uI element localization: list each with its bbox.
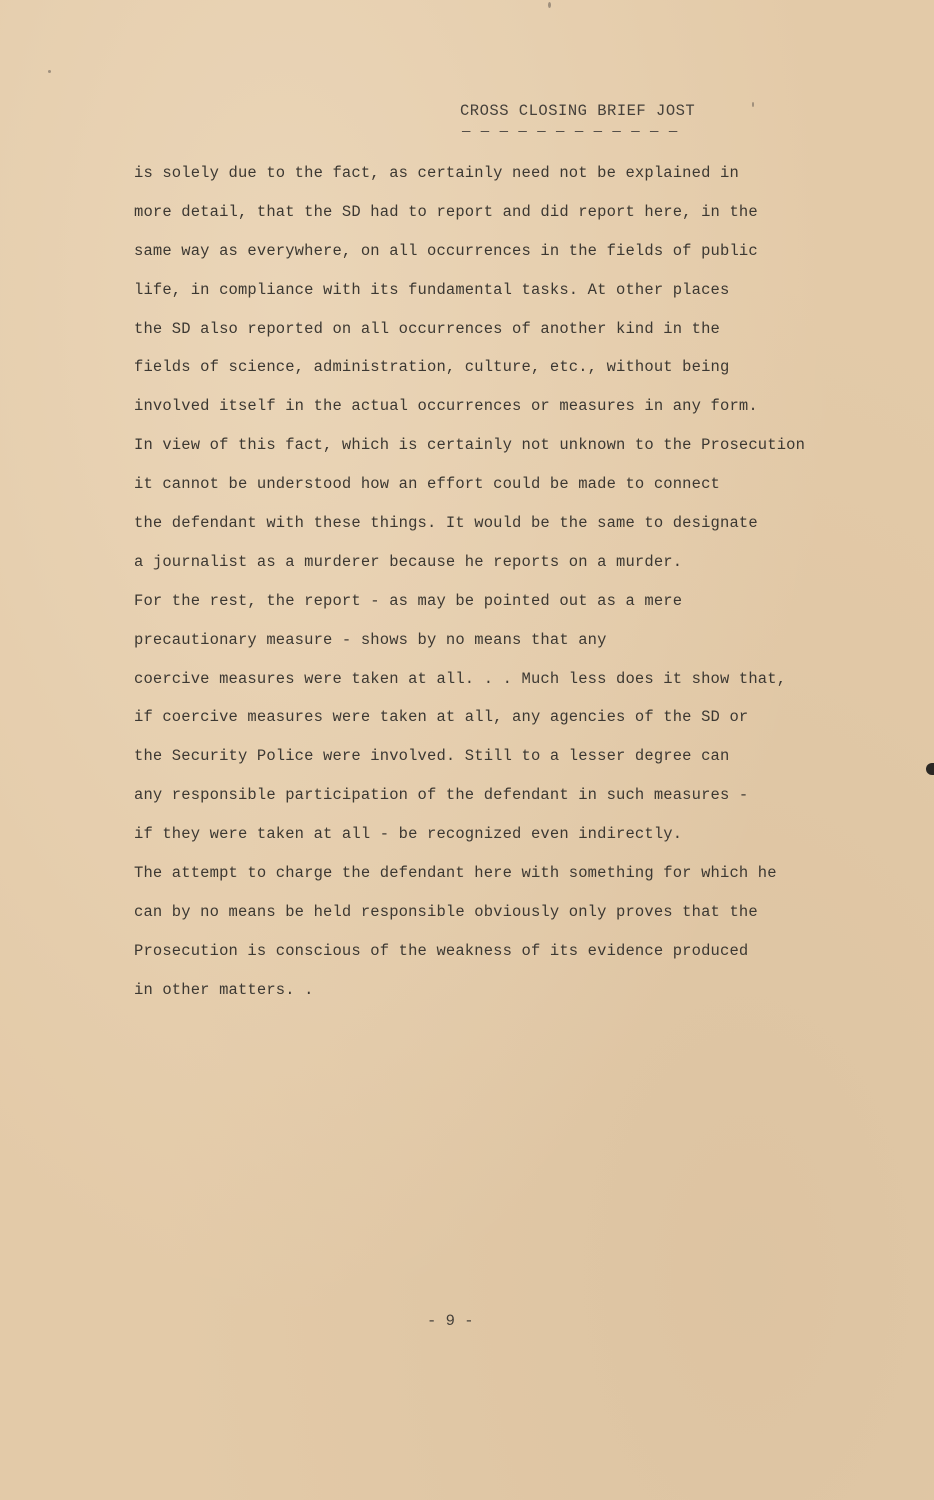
- text-line: the defendant with these things. It would be the same to designate: [134, 514, 758, 533]
- edge-binding-mark: [926, 763, 934, 775]
- body-text: [134, 160, 834, 1016]
- text-line: more detail, that the SD had to report and did report here, in the: [134, 202, 758, 221]
- text-line: the Security Police were involved. Still to a lesser degree can: [134, 747, 730, 766]
- text-line: In view of this fact, which is certainly not unknown to the Prosecution: [134, 436, 806, 455]
- paper-speck: [48, 70, 51, 73]
- text-line: in other matters. .: [134, 980, 314, 999]
- paper-speck: [752, 102, 754, 107]
- text-line: fields of science, administration, culture, etc., without being: [134, 358, 730, 377]
- text-line: life, in compliance with its fundamental tasks. At other places: [134, 280, 730, 299]
- paper-speck: [548, 2, 551, 8]
- text-line: the SD also reported on all occurrences of another kind in the: [134, 319, 720, 338]
- text-line: same way as everywhere, on all occurrences in the fields of public: [134, 241, 758, 260]
- text-line: is solely due to the fact, as certainly need not be explained in: [134, 164, 739, 182]
- text-line: if they were taken at all - be recognized even indirectly.: [134, 825, 683, 844]
- header-underline: — — — — — — — — — — — —: [462, 124, 679, 140]
- page-number: - 9 -: [427, 1312, 474, 1330]
- text-line: For the rest, the report - as may be pointed out as a mere: [134, 591, 683, 610]
- text-line: can by no means be held responsible obviously only proves that the: [134, 902, 758, 921]
- text-line: any responsible participation of the defendant in such measures -: [134, 786, 749, 805]
- text-line: it cannot be understood how an effort could be made to connect: [134, 475, 720, 494]
- text-line: coercive measures were taken at all. . . Much less does it show that,: [134, 669, 787, 688]
- text-line: The attempt to charge the defendant here with something for which he: [134, 864, 777, 883]
- text-line: a journalist as a murderer because he reports on a murder.: [134, 552, 683, 571]
- text-line: if coercive measures were taken at all, any agencies of the SD or: [134, 708, 749, 727]
- text-line: involved itself in the actual occurrences or measures in any form.: [134, 397, 758, 416]
- text-line: precautionary measure - shows by no means that any: [134, 630, 607, 649]
- header-title: CROSS CLOSING BRIEF JOST: [460, 102, 696, 120]
- text-line: Prosecution is conscious of the weakness of its evidence produced: [134, 941, 749, 960]
